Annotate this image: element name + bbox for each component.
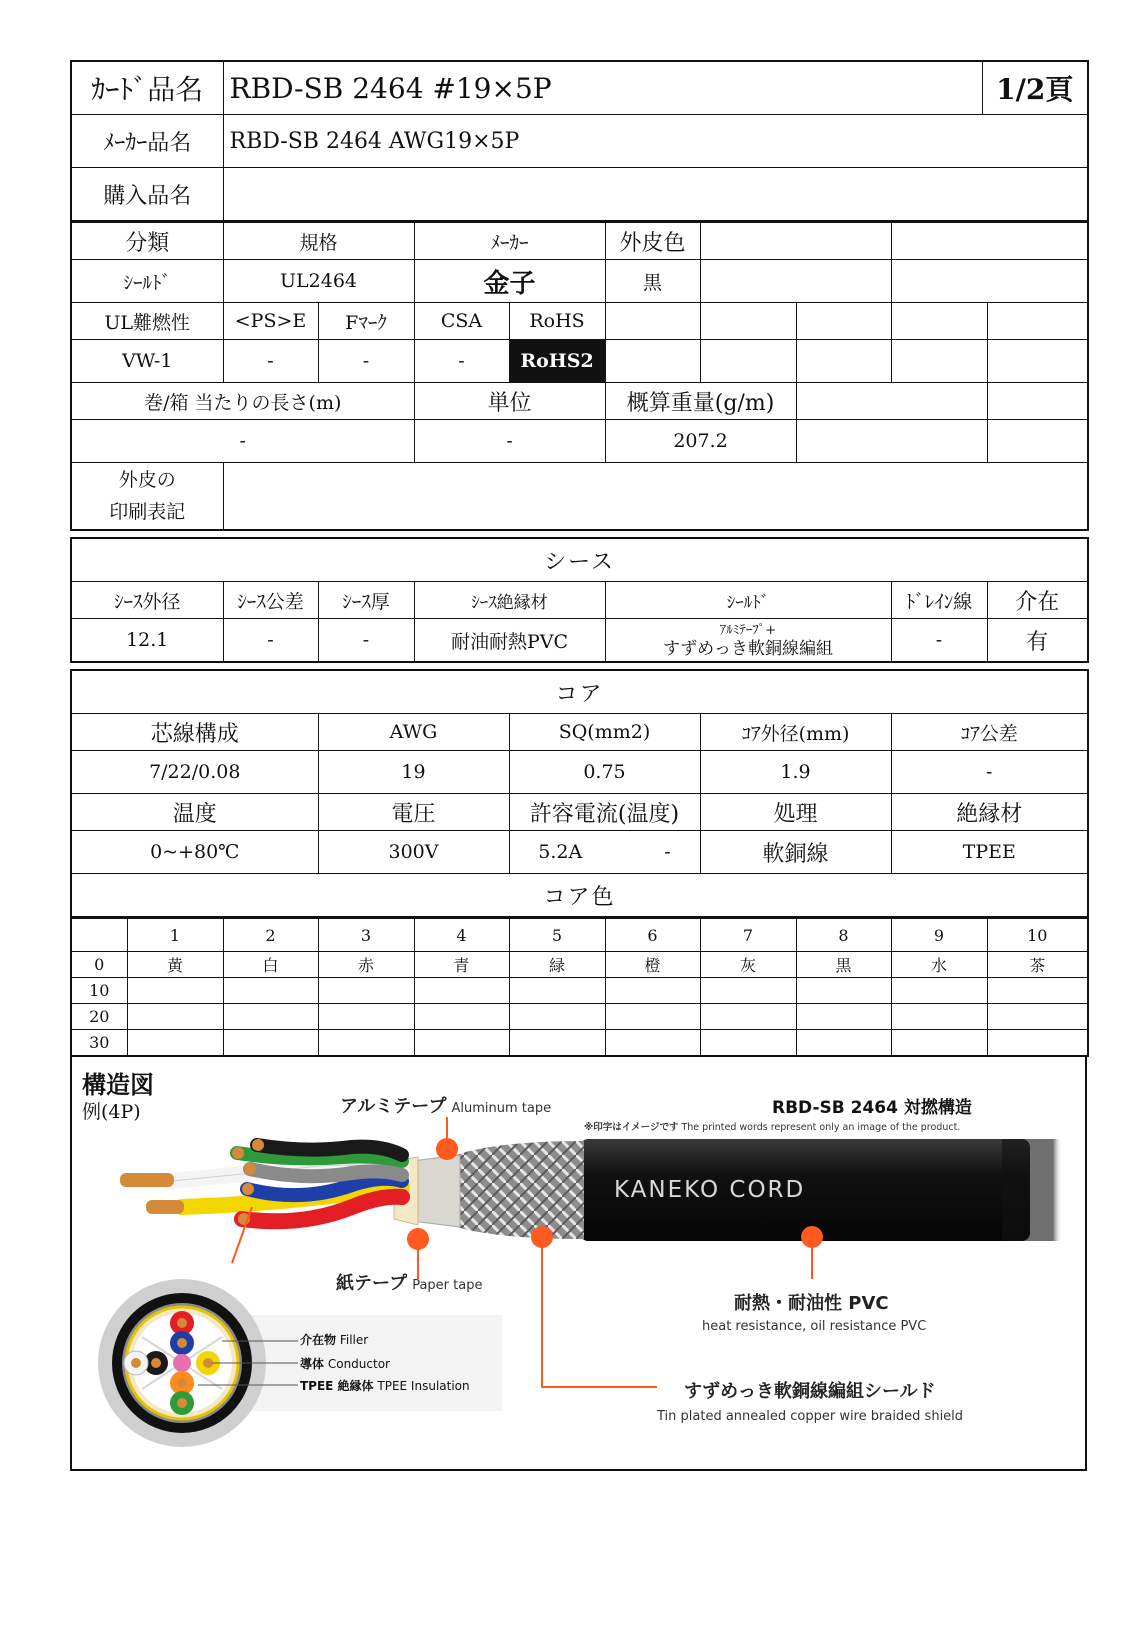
temp-header: 温度 xyxy=(71,794,318,831)
copper-tip xyxy=(120,1173,174,1187)
section-conductor xyxy=(177,1318,187,1328)
paper-label-en: Paper tape xyxy=(412,1278,483,1293)
current-header: 許容電流(温度) xyxy=(509,794,700,831)
sq-value: 0.75 xyxy=(509,751,700,794)
spec-table xyxy=(70,222,1089,531)
spec-sheet xyxy=(70,60,1087,1471)
core-color-cell xyxy=(318,1004,414,1030)
section-conductor xyxy=(177,1378,187,1388)
filler-header: 介在 xyxy=(987,582,1088,619)
wire-gray xyxy=(250,1169,402,1176)
core-color-cell xyxy=(605,1030,700,1057)
card-name-value: RBD-SB 2464 #19×5P xyxy=(223,61,982,115)
shield-value xyxy=(605,619,891,663)
core-color-cell xyxy=(605,978,700,1004)
core-color-col-header: 1 xyxy=(127,919,223,952)
spec-blank xyxy=(605,303,700,340)
brand-print: KANEKO CORD xyxy=(614,1177,806,1203)
core-color-row xyxy=(71,1030,1088,1057)
core-color-row-label: 0 xyxy=(71,952,127,978)
core-color-row xyxy=(71,952,1088,978)
print-value xyxy=(223,463,1088,531)
page-number: 1/2頁 xyxy=(982,61,1088,115)
spec-blank xyxy=(700,223,891,260)
alu-label xyxy=(340,1092,551,1118)
core-color-cell xyxy=(796,978,891,1004)
print-note-jp: ※印字はイメージです xyxy=(584,1122,679,1133)
product-title: RBD-SB 2464 対撚構造 xyxy=(772,1098,972,1118)
core-title: コア xyxy=(71,670,1088,714)
core-color-cell xyxy=(509,1004,605,1030)
spec-blank xyxy=(796,340,891,383)
core-od-value: 1.9 xyxy=(700,751,891,794)
spec-blank xyxy=(891,340,987,383)
strand-value: 7/22/0.08 xyxy=(71,751,318,794)
core-color-row-label: 20 xyxy=(71,1004,127,1030)
awg-value: 19 xyxy=(318,751,509,794)
purchase-name-label: 購入品名 xyxy=(71,168,223,222)
jacket-color-header: 外皮色 xyxy=(605,223,700,260)
filler-label-jp: 介在物 xyxy=(300,1333,337,1347)
core-color-cell xyxy=(223,1030,318,1057)
print-label-line1: 外皮の xyxy=(118,469,176,491)
callout-line xyxy=(542,1241,657,1387)
maker-name-value: RBD-SB 2464 AWG19×5P xyxy=(223,115,1088,168)
tpee-label xyxy=(300,1377,470,1394)
fmark-value: - xyxy=(318,340,414,383)
weight-value: 207.2 xyxy=(605,420,796,463)
core-color-cell: 白 xyxy=(223,952,318,978)
core-color-col-header: 6 xyxy=(605,919,700,952)
core-color-cell: 橙 xyxy=(605,952,700,978)
length-value: - xyxy=(71,420,414,463)
maker-value: 金子 xyxy=(414,260,605,303)
core-color-row-label: 10 xyxy=(71,978,127,1004)
core-color-cell xyxy=(796,1004,891,1030)
core-color-cell xyxy=(891,978,987,1004)
core-color-row xyxy=(71,978,1088,1004)
spec-blank xyxy=(605,340,700,383)
current-temp: - xyxy=(664,841,671,863)
core-ins-header: 絶縁材 xyxy=(891,794,1088,831)
conductor-label xyxy=(300,1355,390,1372)
core-color-corner xyxy=(71,919,127,952)
callout-dot xyxy=(407,1228,429,1250)
maker-name-label: ﾒｰｶｰ品名 xyxy=(71,115,223,168)
core-color-cell xyxy=(987,978,1088,1004)
standard-value: UL2464 xyxy=(223,260,414,303)
sheath-tol-value: - xyxy=(223,619,318,663)
pse-value: - xyxy=(223,340,318,383)
csa-value: - xyxy=(414,340,509,383)
filler-label xyxy=(300,1331,368,1348)
print-note-en: The printed words represent only an image of the product. xyxy=(681,1122,961,1133)
core-color-cell: 赤 xyxy=(318,952,414,978)
sheath-thick-value: - xyxy=(318,619,414,663)
maker-header: ﾒｰｶｰ xyxy=(414,223,605,260)
spec-blank xyxy=(700,340,796,383)
print-note xyxy=(584,1119,960,1133)
spec-blank xyxy=(987,340,1088,383)
sheath-od-value: 12.1 xyxy=(71,619,223,663)
drain-value: - xyxy=(891,619,987,663)
section-conductor xyxy=(177,1338,187,1348)
core-color-cell xyxy=(605,1004,700,1030)
spec-blank xyxy=(891,260,1088,303)
core-color-cell xyxy=(700,978,796,1004)
core-tol-header: ｺｱ公差 xyxy=(891,714,1088,751)
tpee-label-en: TPEE Insulation xyxy=(377,1379,470,1393)
print-label-line2: 印刷表記 xyxy=(109,501,186,523)
spec-blank xyxy=(891,223,1088,260)
core-color-header-row xyxy=(71,919,1088,952)
core-color-cell xyxy=(987,1004,1088,1030)
sq-header: SQ(mm2) xyxy=(509,714,700,751)
sheath-ins-header: ｼｰｽ絶縁材 xyxy=(414,582,605,619)
core-color-col-header: 3 xyxy=(318,919,414,952)
core-color-table xyxy=(70,918,1089,1057)
core-color-cell: 水 xyxy=(891,952,987,978)
card-name-label: ｶｰﾄﾞ品名 xyxy=(71,61,223,115)
fmark-header: Fﾏｰｸ xyxy=(318,303,414,340)
conductor-label-jp: 導体 xyxy=(300,1357,325,1371)
core-color-cell xyxy=(127,1004,223,1030)
core-color-cell xyxy=(891,1004,987,1030)
filler-value: 有 xyxy=(987,619,1088,663)
spec-blank xyxy=(796,420,987,463)
core-color-cell: 緑 xyxy=(509,952,605,978)
sheath-tol-header: ｼｰｽ公差 xyxy=(223,582,318,619)
sheath-thick-header: ｼｰｽ厚 xyxy=(318,582,414,619)
unit-header: 単位 xyxy=(414,383,605,420)
weight-header: 概算重量(g/m) xyxy=(605,383,796,420)
structure-diagram xyxy=(70,1056,1087,1471)
paper-label-jp: 紙テープ xyxy=(336,1273,408,1294)
core-color-cell xyxy=(318,1030,414,1057)
core-color-cell xyxy=(127,1030,223,1057)
core-color-col-header: 9 xyxy=(891,919,987,952)
shield-label-jp: すずめっき軟銅線編組シールド xyxy=(684,1381,936,1402)
copper-tip xyxy=(146,1200,184,1214)
treatment-value: 軟銅線 xyxy=(700,831,891,874)
class-value: ｼｰﾙﾄﾞ xyxy=(71,260,223,303)
temp-value: 0~+80℃ xyxy=(71,831,318,874)
core-color-cell: 灰 xyxy=(700,952,796,978)
wire-black xyxy=(257,1145,402,1155)
callout-dot xyxy=(801,1226,823,1248)
shield-label-en: Tin plated annealed copper wire braided shield xyxy=(657,1409,964,1424)
class-header: 分類 xyxy=(71,223,223,260)
rohs-header: RoHS xyxy=(509,303,605,340)
core-color-row-label: 30 xyxy=(71,1030,127,1057)
voltage-value: 300V xyxy=(318,831,509,874)
callout-dot xyxy=(436,1138,458,1160)
unit-value: - xyxy=(414,420,605,463)
sheath-table xyxy=(70,537,1089,663)
current-value xyxy=(509,831,700,874)
section-conductor xyxy=(131,1358,141,1368)
header-table xyxy=(70,60,1089,222)
core-od-header: ｺｱ外径(mm) xyxy=(700,714,891,751)
core-color-title: コア色 xyxy=(71,874,1088,918)
spec-blank xyxy=(987,303,1088,340)
core-color-cell xyxy=(318,978,414,1004)
print-label xyxy=(71,463,223,531)
core-color-cell xyxy=(414,978,509,1004)
voltage-header: 電圧 xyxy=(318,794,509,831)
sheath-title: シース xyxy=(71,538,1088,582)
section-conductor xyxy=(151,1358,161,1368)
alu-label-jp: アルミテープ xyxy=(340,1096,447,1117)
core-color-col-header: 10 xyxy=(987,919,1088,952)
paper-label xyxy=(336,1269,482,1295)
ul-flame-value: VW-1 xyxy=(71,340,223,383)
length-header: 巻/箱 当たりの長さ(m) xyxy=(71,383,414,420)
core-color-cell xyxy=(509,1030,605,1057)
core-color-col-header: 7 xyxy=(700,919,796,952)
section-core-pink xyxy=(173,1354,191,1372)
strand-header: 芯線構成 xyxy=(71,714,318,751)
aluminum-tape-shape xyxy=(412,1155,460,1227)
copper-tip xyxy=(244,1163,256,1175)
core-color-cell: 茶 xyxy=(987,952,1088,978)
spec-blank xyxy=(891,303,987,340)
pvc-label xyxy=(734,1289,889,1315)
core-color-col-header: 2 xyxy=(223,919,318,952)
purchase-name-value xyxy=(223,168,1088,222)
shield-value-line1: ｱﾙﾐﾃｰﾌﾟ+ xyxy=(719,623,777,638)
core-color-cell xyxy=(414,1004,509,1030)
core-color-row xyxy=(71,1004,1088,1030)
core-color-cell: 青 xyxy=(414,952,509,978)
jacket-fade xyxy=(1002,1139,1062,1241)
copper-tip xyxy=(242,1183,254,1195)
pvc-label-jp: 耐熱・耐油性 PVC xyxy=(734,1293,889,1314)
core-color-cell xyxy=(127,978,223,1004)
current-amps: 5.2A xyxy=(538,841,583,863)
diagram-title: 構造図 xyxy=(82,1070,154,1099)
core-color-col-header: 4 xyxy=(414,919,509,952)
copper-tip xyxy=(252,1139,264,1151)
sheath-ins-value: 耐油耐熱PVC xyxy=(414,619,605,663)
core-color-cell xyxy=(987,1030,1088,1057)
spec-blank xyxy=(700,260,891,303)
section-conductor xyxy=(203,1358,213,1368)
spec-blank xyxy=(700,303,796,340)
section-conductor xyxy=(177,1398,187,1408)
sheath-od-header: ｼｰｽ外径 xyxy=(71,582,223,619)
core-ins-value: TPEE xyxy=(891,831,1088,874)
core-color-cell xyxy=(891,1030,987,1057)
conductor-label-en: Conductor xyxy=(327,1357,390,1371)
pse-header: <PS>E xyxy=(223,303,318,340)
spec-blank xyxy=(796,383,987,420)
tpee-label-jp: TPEE 絶縁体 xyxy=(300,1379,374,1393)
core-table xyxy=(70,669,1089,918)
shield-value-line2: すずめっき軟銅線編組 xyxy=(663,639,833,659)
core-color-cell xyxy=(414,1030,509,1057)
standard-header: 規格 xyxy=(223,223,414,260)
core-tol-value: - xyxy=(891,751,1088,794)
rohs-value: RoHS2 xyxy=(509,340,605,383)
pvc-label-en: heat resistance, oil resistance PVC xyxy=(702,1319,927,1334)
diagram-subtitle: 例(4P) xyxy=(82,1101,141,1123)
filler-label-en: Filler xyxy=(339,1333,369,1347)
core-color-cell xyxy=(223,1004,318,1030)
treatment-header: 処理 xyxy=(700,794,891,831)
spec-blank xyxy=(987,420,1088,463)
ul-flame-header: UL難燃性 xyxy=(71,303,223,340)
csa-header: CSA xyxy=(414,303,509,340)
core-color-cell xyxy=(796,1030,891,1057)
core-color-col-header: 5 xyxy=(509,919,605,952)
alu-label-en: Aluminum tape xyxy=(451,1101,552,1116)
awg-header: AWG xyxy=(318,714,509,751)
copper-tip xyxy=(232,1147,244,1159)
core-color-cell xyxy=(700,1030,796,1057)
core-color-cell xyxy=(223,978,318,1004)
spec-blank xyxy=(987,383,1088,420)
jacket-color-value: 黒 xyxy=(605,260,700,303)
core-color-cell: 黄 xyxy=(127,952,223,978)
core-color-cell xyxy=(700,1004,796,1030)
shield-header: ｼｰﾙﾄﾞ xyxy=(605,582,891,619)
drain-header: ﾄﾞﾚｲﾝ線 xyxy=(891,582,987,619)
core-color-col-header: 8 xyxy=(796,919,891,952)
braid-shape xyxy=(450,1141,584,1239)
spec-blank xyxy=(796,303,891,340)
core-color-cell xyxy=(509,978,605,1004)
core-color-cell: 黒 xyxy=(796,952,891,978)
callout-dot xyxy=(531,1226,553,1248)
